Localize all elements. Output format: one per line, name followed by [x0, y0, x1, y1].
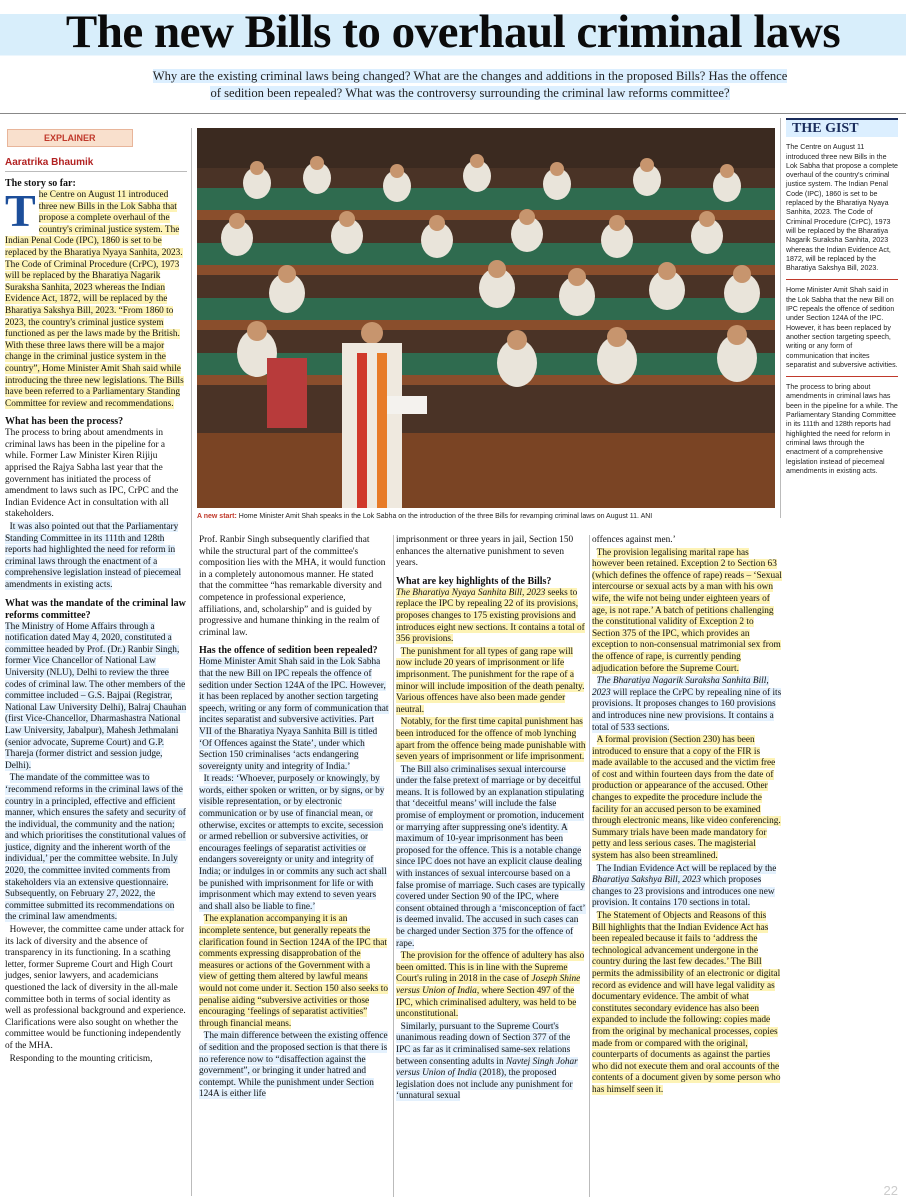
column-3: [396, 535, 586, 1104]
gist-title: THE GIST: [786, 118, 898, 137]
paragraph: The explanation accompanying it is an incomplete sentence, but generally repeats the clarification found in Section 124A of the IPC that comments expressing disapprobation of the measures or actions of the Government with a view of getting them altered by lawful means would not come under it. Section 150 also seeks to penalise aiding “subversive activities or those encouraging ‘feelings of separatist activities” through financial means.: [199, 914, 389, 1029]
paragraph: The Bill also criminalises sexual intercourse under the false pretext of marriage or by deceitful means. It is followed by an explanation stipulating that ‘deceitful means’ will include the false promise of employment or promotion, inducement or marrying after suppressing one's identity. A maximum of 10-year imprisonment has been proposed for the offence. This is a notable change since IPC does not have an explicit clause dealing with instances of sexual intercourse based on a false promise of marriage. Such cases are typically covered under Section 90 of the IPC, where consent obtained through a ‘misconception of fact’ is deemed invalid. The accused in such cases can be charged under Section 375 for the offence of rape.: [396, 764, 586, 949]
column-divider: [780, 118, 781, 518]
subhead-sedition: Has the offence of sedition been repealed?: [199, 645, 378, 657]
paragraph: However, the committee came under attack for its lack of diversity and the absence of transparency in its functioning. In a scathing letter, former Supreme Court and High Court judges, senior lawyers, and academicians questioned the lack of diversity in the all-male committee both in terms of social identity as well as professional background and experience. Clarifications were also sought on whether the committee would be functioning independently of the MHA.: [5, 925, 186, 1051]
deck: [150, 68, 790, 102]
column-2: [199, 535, 389, 1102]
caption-lead: A new start:: [197, 513, 237, 520]
column-divider: [393, 535, 394, 1197]
paragraph: imprisonment or three years in jail, Section 150 enhances the alternative punishment to seven years.: [396, 535, 574, 569]
caption-text: Home Minister Amit Shah speaks in the Lok Sabha on the introduction of the three Bills for revamping criminal laws on August 11.: [236, 513, 640, 520]
paragraph: The Ministry of Home Affairs through a notification dated May 4, 2020, constituted a committee headed by Prof. (Dr.) Ranbir Singh, former Vice Chancellor of National Law University (NLU), Delhi to review the three codes of criminal law. The other members of the committee included – G.S. Bajpai (Registrar, National Law University Delhi), Balraj Chauhan (first Vice-Chancellor, Dharmashastra National Law University, Jabalpur), Mahesh Jethmalani (senior advocate, Supreme Court) and G.P. Thareja (former district and session judge, Delhi).: [5, 621, 187, 771]
gist-sidebar: [786, 118, 898, 482]
page-number: 22: [883, 1183, 898, 1198]
paragraph: Home Minister Amit Shah said in the Lok Sabha that the new Bill on IPC repeals the offence of sedition under Section 124A of the IPC. However, it has been replaced by another section targeting speech, writing or any form of communication that incites separatist and subversive activities. Part VII of the Bharatiya Nyaya Sanhita Bill is titled ‘Of Offences against the State’, under which Section 150 criminalises ‘acts endangering sovereignty unity and integrity of India.’: [199, 657, 389, 772]
subhead-highlights: What are key highlights of the Bills?: [396, 575, 552, 587]
paragraph: Similarly, pursuant to the Supreme Court's unanimous reading down of Section 377 of the IPC as far as it criminalised same-sex relations between consenting adults in: [396, 1021, 571, 1067]
bill-name: The Bharatiya Nagarik Suraksha Sanhita Bill, 2023: [592, 676, 769, 698]
lok-sabha-photo: [197, 128, 775, 508]
bill-name: Bharatiya Sakshya Bill, 2023: [592, 875, 701, 886]
paragraph: (2018), the proposed legislation does not include any punishment for ‘unnatural sexual: [396, 1068, 573, 1102]
paragraph: The Statement of Objects and Reasons of this Bill highlights that the Indian Evidence Act has been repealed because it fails to ‘address the technological advancement undergone in the country during the last few decades.’ The Bill permits the admissibility of an electronic or digital record as evidence and will have legal validity as documentary evidence. The ambit of what constitutes secondary evidence has also been expanded to include the following: copies made from the original by mechanical processes, copies made from or compared with the original, counterparts of documents as against the parties who did not execute them and oral accounts of the contents of a document given by some person who has himself seen it.: [592, 911, 781, 1095]
header-rule: [0, 113, 906, 114]
subhead-mandate: What was the mandate of the criminal law reforms committee?: [5, 597, 186, 621]
mandate-body: [5, 622, 187, 1066]
photo-caption: [197, 513, 777, 520]
dropcap: T: [5, 185, 36, 236]
subhead-process: What has been the process?: [5, 416, 124, 428]
explainer-tag: EXPLAINER: [7, 129, 133, 147]
paragraph: The provision for the offence of adultery has also been omitted. This is in line with the Supreme Court's ruling in 2018 in the case of: [396, 951, 585, 985]
paragraph: seeks to replace the IPC by repealing 22 of its provisions, proposes changes to 175 existing provisions and introduces eight new sections. It contains a total of 356 provisions.: [396, 587, 585, 645]
column-divider: [589, 535, 590, 1197]
column-divider: [191, 128, 192, 1196]
paragraph: The mandate of the committee was to ‘recommend reforms in the criminal laws of the country in a principled, effective and efficient manner, which ensures the safety and security of the individual, the community and the nation; and which prioritises the constitutional values of justice, dignity and the inherent worth of the individual,’ per the committee website. In July 2020, the committee invited comments from stakeholders via an extensive questionnaire. Subsequently, on February 27, 2022, the committee submitted its recommendations on the criminal law amendments.: [5, 773, 186, 923]
photo-illustration: [197, 128, 775, 508]
headline: The new Bills to overhaul criminal laws: [0, 4, 906, 60]
paragraph: It was also pointed out that the Parliamentary Standing Committee in its 111th and 128th reports had highlighted the need for reform in criminal laws through the enactment of a comprehensive legislation instead of piecemeal amendments in existing acts.: [5, 522, 182, 590]
caption-credit: ANI: [639, 513, 653, 520]
paragraph: The provision legalising marital rape has however been retained. Exception 2 to Section 63 (which defines the offence of rape) reads – ‘Sexual intercourse or sexual acts by a man with his own wife, the wife not being under eighteen years of age, is not rape.’ A batch of petitions challenging the constitutional validity of Exception 2 to Section 375 of the IPC, which provides an exception to non-consensual matrimonial sex from the offence of rape, is currently pending adjudication before the Supreme Court.: [592, 547, 782, 674]
deck-text: Why are the existing criminal laws being changed? What are the changes and additions in the proposed Bills? Has the offence of sedition been repealed? What was the controversy surrounding the criminal law reforms committee?: [152, 69, 788, 100]
gist-point: The Centre on August 11 introduced three new Bills in the Lok Sabha that propose a complete overhaul of the country's criminal justice system. The Indian Penal Code (IPC), 1860 is set to be replaced by the Bharatiya Nyaya Sanhita, 2023. The Code of Criminal Procedure (CrPC), 1973 will be replaced by the Bharatiya Nagarik Suraksha Sanhita, 2023 whereas the Indian Evidence Act, 1872, will be replaced by the Bharatiya Sakshya Bill, 2023.: [786, 143, 899, 273]
gist-separator: [786, 279, 898, 280]
paragraph: , where Section 497 of the IPC, which criminalised adultery, was held to be unconstitutional.: [396, 985, 577, 1020]
paragraph: The process to bring about amendments in criminal laws has been in the pipeline for a while. Former Law Minister Kiren Rijiju apprised the Rajya Sabha last year that the government has initiated the process of amendment to laws such as IPC, CrPC and the Indian Evidence Act in consultation with all stakeholders.: [5, 428, 179, 520]
byline: Aaratrika Bhaumik: [5, 157, 187, 172]
paragraph: offences against men.’: [592, 535, 676, 545]
paragraph: Prof. Ranbir Singh subsequently clarified that while the structural part of the committee's composition lies with the MHA, it would function in a completely autonomous manner. He stated that the committee “has remarkable diversity and competence in professional experience, affiliations, and, scholarship” and is guided by progressive and humane thinking in the realm of criminal law.: [199, 535, 386, 638]
process-body: [5, 428, 187, 591]
paragraph: will replace the CrPC by repealing nine of its provisions. It proposes changes to 160 provisions and introduces nine new provisions. It contains a total of 533 sections.: [592, 687, 782, 733]
paragraph: The main difference between the existing offence of sedition and the proposed section is that there is no reference now to “disaffection against the government”, or bringing it under hatred and contempt. While the punishment under Section 124A is either life: [199, 1031, 388, 1100]
case-name: Navtej Singh Johar versus Union of India: [396, 1056, 578, 1079]
paragraph: A formal provision (Section 230) has been introduced to ensure that a copy of the FIR is made available to the accused and the victim free of cost and within fourteen days from the date of production or appearance of the accused. Other changes to expedite the procedure include the facility for an accused person to be examined through electronic means, like video conferencing. Summary trials have been made mandatory for petty and less serious cases. The magisterial system has also been streamlined.: [592, 735, 781, 862]
paragraph: The punishment for all types of gang rape will now include 20 years of imprisonment or life imprisonment. The punishment for the rape of a minor will include imposition of the death penalty. Various offences have also been made gender neutral.: [396, 646, 585, 715]
case-name: Joseph Shine versus Union of India: [396, 974, 581, 996]
paragraph: Notably, for the first time capital punishment has been introduced for the offence of mob lynching apart from the offence being made punishable with seven years of imprisonment or life imprisonment.: [396, 717, 586, 763]
gist-point: Home Minister Amit Shah said in the Lok Sabha that the new Bill on IPC repeals the offence of sedition under Section 124A of the IPC. However, it has been replaced by another section targeting speech, writing or any form of communication that incites separatist and subversive activities.: [786, 286, 898, 369]
paragraph: The Indian Evidence Act will be replaced by the: [596, 863, 777, 874]
paragraph: which proposes changes to 23 provisions and introduces one new provision. It contains 170 sections in total.: [592, 875, 775, 909]
paragraph: he Centre on August 11 introduced three new Bills in the Lok Sabha that propose a complete overhaul of the country's criminal justice system. The Indian Penal Code (IPC), 1860 is set to be replaced by the Bharatiya Nyaya Sanhita, 2023. The Code of Criminal Procedure (CrPC), 1973 will be replaced by the Bharatiya Nagarik Suraksha Sanhita, 2023 whereas the Indian Evidence Act, 1872, will be replaced by the Bharatiya Sakshya Bill, 2023. “From 1860 to 2023, the country's criminal justice system functioned as per the laws made by the British. With these three laws there will be a major change in the criminal justice system in the country”, Home Minister Amit Shah said while introducing the three new legislations. The Bills have been referred to a Parliamentary Standing Committee for review and recommendations.: [5, 190, 184, 409]
column-1: [5, 128, 187, 1066]
gist-point: The process to bring about amendments in criminal laws has been in the pipeline for a while. The Parliamentary Standing Committee in its 111th and 128th reports had highlighted the need for reform in criminal laws through the enactment of a comprehensive legislation instead of piecemeal amendments in existing acts.: [786, 383, 898, 475]
paragraph: Responding to the mounting criticism,: [9, 1053, 153, 1064]
gist-separator: [786, 376, 898, 377]
subhead-story-so-far: The story so far:: [5, 178, 76, 189]
column-4: [592, 535, 782, 1098]
paragraph: It reads: ‘Whoever, purposely or knowingly, by words, either spoken or written, or by signs, or by visible representation, or by electronic communication or by use of financial mean, or otherwise, excites or attempts to excite, secession or armed rebellion or subversive activities, or encourages feelings of separatist activities or endangers sovereignty or unity and integrity of India; or indulges in or commits any such act shall be punished with imprisonment for life or with imprisonment which may extend to seven years and shall also be liable to fine.’: [199, 774, 387, 912]
story-so-far-body: [5, 185, 187, 410]
bill-name: The Bharatiya Nyaya Sanhita Bill, 2023: [396, 587, 546, 598]
